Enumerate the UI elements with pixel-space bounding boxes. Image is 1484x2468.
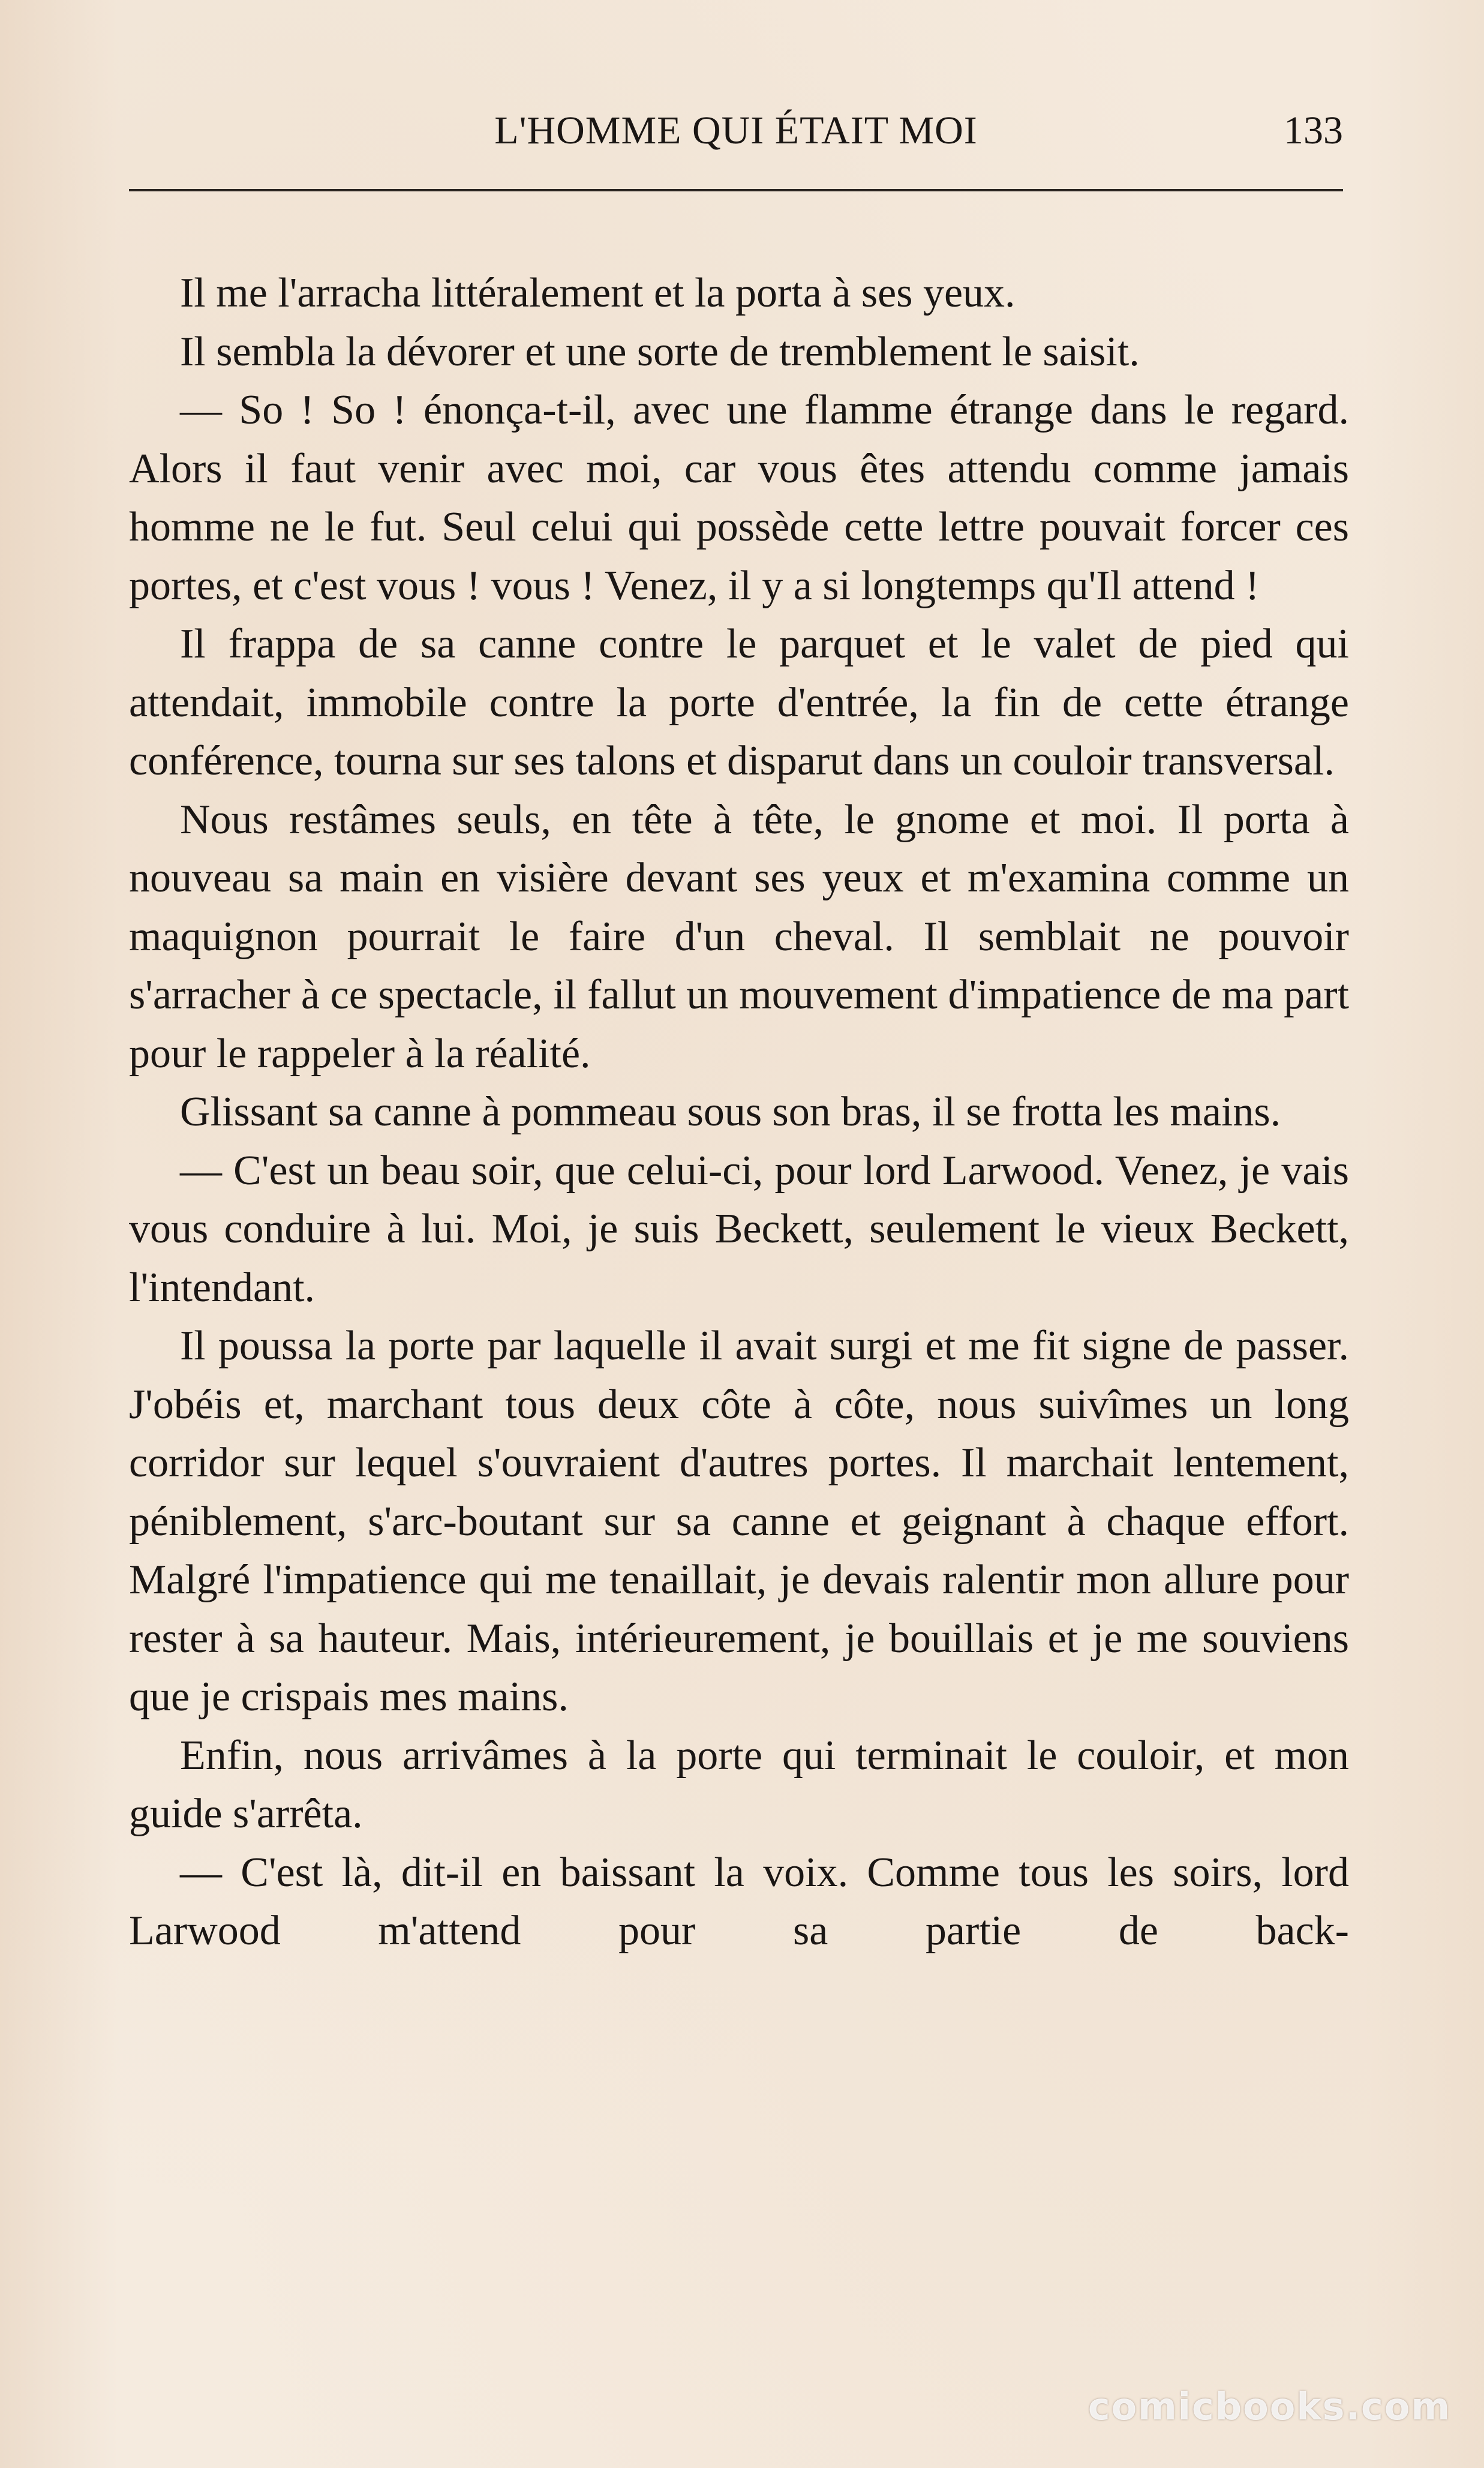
paragraph: — So ! So ! énonça-t-il, avec une flamme étrange dans le regard. Alors il faut venir avec moi, car vous êtes attendu comme jamais homme ne le fut. Seul celui qui possède cette lettre pouvait forcer ces portes, et c'est vous ! vous ! Venez, il y a si longtemps qu'Il attend ! xyxy=(129,387,1349,609)
paragraph: — C'est là, dit-il en baissant la voix. Comme tous les soirs, lord Larwood m'attend pour sa partie de back- xyxy=(129,1849,1349,1954)
paragraph: Il me l'arracha littéralement et la porta à ses yeux. xyxy=(180,270,1016,316)
paragraph: Glissant sa canne à pommeau sous son bras, il se frotta les mains. xyxy=(180,1089,1281,1135)
watermark: comicbooks.com xyxy=(1088,2385,1451,2428)
running-title: L'HOMME QUI ÉTAIT MOI xyxy=(494,109,978,152)
page-number: 133 xyxy=(1284,109,1343,152)
paragraph: — C'est un beau soir, que celui-ci, pour lord Larwood. Venez, je vais vous conduire à lui. Moi, je suis Beckett, seulement le vieux Beckett, l'intendant. xyxy=(129,1147,1349,1311)
paragraph: Enfin, nous arrivâmes à la porte qui terminait le couloir, et mon guide s'arrêta. xyxy=(129,1732,1349,1837)
paragraph: Nous restâmes seuls, en tête à tête, le gnome et moi. Il porta à nouveau sa main en visière devant ses yeux et m'examina comme un maquignon pourrait le faire d'un cheval. Il semblait ne pouvoir s'arracher à ce spectacle, il fallut un mouvement d'impatience de ma part pour le rappeler à la réalité. xyxy=(129,796,1349,1077)
paragraph: Il poussa la porte par laquelle il avait surgi et me fit signe de passer. J'obéis et, marchant tous deux côte à côte, nous suivîmes un long corridor sur lequel s'ouvraient d'autres portes. Il marchait lentement, péniblement, s'arc-boutant sur sa canne et geignant à chaque effort. Malgré l'impatience qui me tenaillait, je devais ralentir mon allure pour rester à sa hauteur. Mais, intérieurement, je bouillais et je me souviens que je crispais mes mains. xyxy=(129,1323,1349,1720)
body-text xyxy=(129,264,1349,1960)
header-rule xyxy=(129,189,1343,191)
paragraph: Il frappa de sa canne contre le parquet et le valet de pied qui attendait, immobile contre la porte d'entrée, la fin de cette étrange conférence, tourna sur ses talons et disparut dans un couloir transversal. xyxy=(129,621,1349,784)
running-header xyxy=(129,108,1343,162)
paragraph: Il sembla la dévorer et une sorte de tremblement le saisit. xyxy=(180,328,1140,375)
